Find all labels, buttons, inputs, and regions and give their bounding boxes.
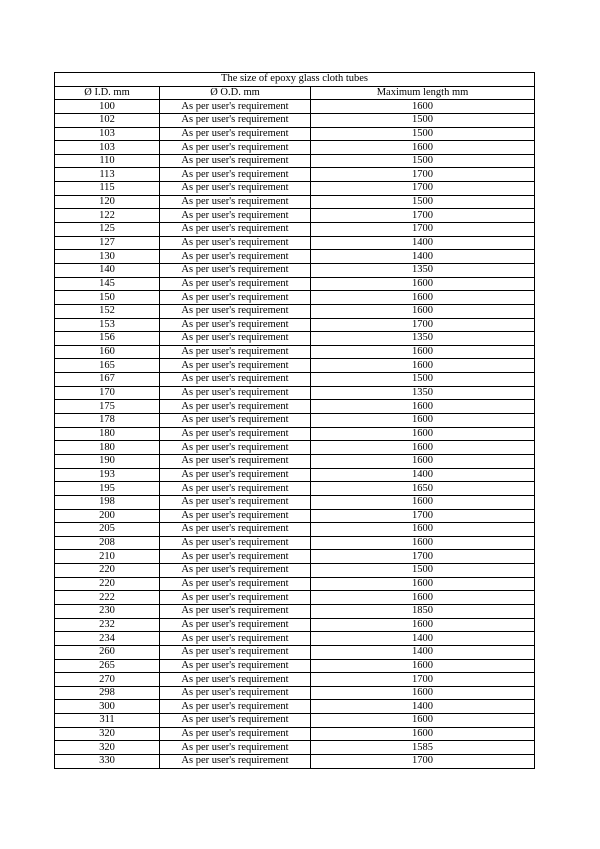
table-row: [55, 468, 535, 482]
cell-max-length: 1700: [311, 755, 535, 769]
header-id: Ø I.D. mm: [55, 86, 160, 100]
cell-outer-diameter: As per user's requirement: [160, 618, 311, 632]
cell-outer-diameter: As per user's requirement: [160, 223, 311, 237]
cell-max-length: 1700: [311, 318, 535, 332]
cell-max-length: 1600: [311, 100, 535, 114]
cell-inner-diameter: 103: [55, 127, 160, 141]
cell-max-length: 1500: [311, 195, 535, 209]
cell-outer-diameter: As per user's requirement: [160, 304, 311, 318]
cell-outer-diameter: As per user's requirement: [160, 100, 311, 114]
cell-max-length: 1700: [311, 209, 535, 223]
cell-inner-diameter: 127: [55, 236, 160, 250]
cell-inner-diameter: 205: [55, 523, 160, 537]
cell-outer-diameter: As per user's requirement: [160, 373, 311, 387]
cell-inner-diameter: 300: [55, 700, 160, 714]
cell-outer-diameter: As per user's requirement: [160, 195, 311, 209]
table-row: [55, 741, 535, 755]
table-row: [55, 154, 535, 168]
table-row: [55, 168, 535, 182]
cell-inner-diameter: 265: [55, 659, 160, 673]
cell-outer-diameter: As per user's requirement: [160, 277, 311, 291]
cell-outer-diameter: As per user's requirement: [160, 577, 311, 591]
cell-max-length: 1700: [311, 673, 535, 687]
cell-outer-diameter: As per user's requirement: [160, 741, 311, 755]
cell-outer-diameter: As per user's requirement: [160, 168, 311, 182]
cell-inner-diameter: 220: [55, 564, 160, 578]
cell-outer-diameter: As per user's requirement: [160, 686, 311, 700]
table-row: [55, 577, 535, 591]
table-row: [55, 386, 535, 400]
cell-max-length: 1350: [311, 386, 535, 400]
cell-outer-diameter: As per user's requirement: [160, 113, 311, 127]
cell-max-length: 1400: [311, 645, 535, 659]
cell-max-length: 1700: [311, 182, 535, 196]
cell-inner-diameter: 234: [55, 632, 160, 646]
cell-inner-diameter: 230: [55, 604, 160, 618]
cell-outer-diameter: As per user's requirement: [160, 564, 311, 578]
table-row: [55, 495, 535, 509]
cell-max-length: 1600: [311, 359, 535, 373]
cell-max-length: 1600: [311, 591, 535, 605]
table-row: [55, 550, 535, 564]
table-row: [55, 113, 535, 127]
cell-outer-diameter: As per user's requirement: [160, 386, 311, 400]
cell-outer-diameter: As per user's requirement: [160, 714, 311, 728]
table-row: [55, 714, 535, 728]
cell-inner-diameter: 122: [55, 209, 160, 223]
cell-inner-diameter: 153: [55, 318, 160, 332]
cell-max-length: 1850: [311, 604, 535, 618]
table-row: [55, 591, 535, 605]
cell-max-length: 1600: [311, 686, 535, 700]
cell-max-length: 1600: [311, 495, 535, 509]
cell-max-length: 1500: [311, 154, 535, 168]
table-row: [55, 304, 535, 318]
cell-max-length: 1600: [311, 304, 535, 318]
cell-inner-diameter: 320: [55, 741, 160, 755]
cell-outer-diameter: As per user's requirement: [160, 441, 311, 455]
cell-inner-diameter: 270: [55, 673, 160, 687]
cell-max-length: 1600: [311, 659, 535, 673]
cell-max-length: 1400: [311, 236, 535, 250]
cell-max-length: 1600: [311, 536, 535, 550]
cell-outer-diameter: As per user's requirement: [160, 318, 311, 332]
table-row: [55, 100, 535, 114]
cell-outer-diameter: As per user's requirement: [160, 755, 311, 769]
cell-max-length: 1600: [311, 441, 535, 455]
cell-outer-diameter: As per user's requirement: [160, 345, 311, 359]
cell-inner-diameter: 167: [55, 373, 160, 387]
cell-outer-diameter: As per user's requirement: [160, 127, 311, 141]
table-row: [55, 141, 535, 155]
cell-inner-diameter: 260: [55, 645, 160, 659]
header-row: [55, 86, 535, 100]
cell-max-length: 1600: [311, 141, 535, 155]
cell-inner-diameter: 125: [55, 223, 160, 237]
cell-outer-diameter: As per user's requirement: [160, 414, 311, 428]
table-row: [55, 604, 535, 618]
table-row: [55, 359, 535, 373]
cell-max-length: 1600: [311, 454, 535, 468]
cell-max-length: 1600: [311, 400, 535, 414]
table-row: [55, 195, 535, 209]
cell-inner-diameter: 208: [55, 536, 160, 550]
table-row: [55, 127, 535, 141]
table-row: [55, 700, 535, 714]
cell-max-length: 1500: [311, 564, 535, 578]
cell-inner-diameter: 193: [55, 468, 160, 482]
cell-max-length: 1500: [311, 373, 535, 387]
table-row: [55, 509, 535, 523]
table-row: [55, 618, 535, 632]
cell-max-length: 1600: [311, 291, 535, 305]
cell-inner-diameter: 175: [55, 400, 160, 414]
cell-inner-diameter: 195: [55, 482, 160, 496]
cell-outer-diameter: As per user's requirement: [160, 236, 311, 250]
cell-outer-diameter: As per user's requirement: [160, 604, 311, 618]
cell-max-length: 1650: [311, 482, 535, 496]
cell-inner-diameter: 180: [55, 427, 160, 441]
cell-outer-diameter: As per user's requirement: [160, 673, 311, 687]
table-title-row: [55, 73, 535, 87]
cell-outer-diameter: As per user's requirement: [160, 550, 311, 564]
cell-inner-diameter: 156: [55, 332, 160, 346]
cell-outer-diameter: As per user's requirement: [160, 523, 311, 537]
cell-outer-diameter: As per user's requirement: [160, 591, 311, 605]
cell-outer-diameter: As per user's requirement: [160, 332, 311, 346]
cell-outer-diameter: As per user's requirement: [160, 400, 311, 414]
cell-inner-diameter: 210: [55, 550, 160, 564]
cell-max-length: 1700: [311, 550, 535, 564]
cell-outer-diameter: As per user's requirement: [160, 645, 311, 659]
cell-max-length: 1600: [311, 414, 535, 428]
table-row: [55, 659, 535, 673]
cell-outer-diameter: As per user's requirement: [160, 468, 311, 482]
cell-inner-diameter: 115: [55, 182, 160, 196]
cell-inner-diameter: 222: [55, 591, 160, 605]
cell-outer-diameter: As per user's requirement: [160, 536, 311, 550]
cell-max-length: 1600: [311, 345, 535, 359]
cell-inner-diameter: 130: [55, 250, 160, 264]
cell-inner-diameter: 113: [55, 168, 160, 182]
table-row: [55, 373, 535, 387]
table-row: [55, 536, 535, 550]
cell-max-length: 1600: [311, 277, 535, 291]
cell-inner-diameter: 152: [55, 304, 160, 318]
cell-max-length: 1400: [311, 632, 535, 646]
cell-max-length: 1600: [311, 427, 535, 441]
cell-inner-diameter: 180: [55, 441, 160, 455]
cell-inner-diameter: 220: [55, 577, 160, 591]
cell-outer-diameter: As per user's requirement: [160, 659, 311, 673]
cell-inner-diameter: 100: [55, 100, 160, 114]
cell-inner-diameter: 120: [55, 195, 160, 209]
cell-outer-diameter: As per user's requirement: [160, 359, 311, 373]
table-row: [55, 482, 535, 496]
cell-inner-diameter: 160: [55, 345, 160, 359]
table-row: [55, 332, 535, 346]
cell-outer-diameter: As per user's requirement: [160, 291, 311, 305]
header-od: Ø O.D. mm: [160, 86, 311, 100]
table-row: [55, 564, 535, 578]
cell-max-length: 1700: [311, 509, 535, 523]
cell-max-length: 1500: [311, 113, 535, 127]
table-row: [55, 441, 535, 455]
cell-inner-diameter: 330: [55, 755, 160, 769]
cell-outer-diameter: As per user's requirement: [160, 250, 311, 264]
table-row: [55, 755, 535, 769]
cell-max-length: 1700: [311, 168, 535, 182]
table-row: [55, 645, 535, 659]
cell-outer-diameter: As per user's requirement: [160, 727, 311, 741]
table-row: [55, 250, 535, 264]
cell-outer-diameter: As per user's requirement: [160, 482, 311, 496]
cell-max-length: 1600: [311, 714, 535, 728]
cell-inner-diameter: 165: [55, 359, 160, 373]
cell-max-length: 1400: [311, 700, 535, 714]
header-max-length: Maximum length mm: [311, 86, 535, 100]
table-row: [55, 277, 535, 291]
cell-max-length: 1400: [311, 250, 535, 264]
table-row: [55, 414, 535, 428]
table-row: [55, 223, 535, 237]
cell-outer-diameter: As per user's requirement: [160, 454, 311, 468]
table-row: [55, 263, 535, 277]
table-body: [55, 100, 535, 768]
cell-inner-diameter: 110: [55, 154, 160, 168]
cell-outer-diameter: As per user's requirement: [160, 141, 311, 155]
table-row: [55, 209, 535, 223]
cell-inner-diameter: 298: [55, 686, 160, 700]
table-row: [55, 727, 535, 741]
table-row: [55, 427, 535, 441]
cell-max-length: 1585: [311, 741, 535, 755]
cell-inner-diameter: 178: [55, 414, 160, 428]
cell-max-length: 1700: [311, 223, 535, 237]
cell-inner-diameter: 170: [55, 386, 160, 400]
cell-outer-diameter: As per user's requirement: [160, 700, 311, 714]
cell-max-length: 1350: [311, 332, 535, 346]
cell-max-length: 1350: [311, 263, 535, 277]
table-row: [55, 454, 535, 468]
cell-inner-diameter: 103: [55, 141, 160, 155]
cell-outer-diameter: As per user's requirement: [160, 509, 311, 523]
table-row: [55, 182, 535, 196]
cell-outer-diameter: As per user's requirement: [160, 263, 311, 277]
cell-max-length: 1600: [311, 727, 535, 741]
cell-max-length: 1500: [311, 127, 535, 141]
table-row: [55, 523, 535, 537]
cell-outer-diameter: As per user's requirement: [160, 427, 311, 441]
cell-max-length: 1400: [311, 468, 535, 482]
table-row: [55, 673, 535, 687]
cell-inner-diameter: 102: [55, 113, 160, 127]
cell-outer-diameter: As per user's requirement: [160, 182, 311, 196]
cell-outer-diameter: As per user's requirement: [160, 209, 311, 223]
tube-size-table: [54, 72, 535, 769]
cell-max-length: 1600: [311, 618, 535, 632]
table-row: [55, 236, 535, 250]
cell-inner-diameter: 150: [55, 291, 160, 305]
cell-inner-diameter: 311: [55, 714, 160, 728]
cell-max-length: 1600: [311, 523, 535, 537]
table-row: [55, 318, 535, 332]
cell-outer-diameter: As per user's requirement: [160, 154, 311, 168]
cell-outer-diameter: As per user's requirement: [160, 495, 311, 509]
cell-inner-diameter: 190: [55, 454, 160, 468]
table-row: [55, 345, 535, 359]
cell-max-length: 1600: [311, 577, 535, 591]
cell-inner-diameter: 200: [55, 509, 160, 523]
table-row: [55, 686, 535, 700]
cell-inner-diameter: 145: [55, 277, 160, 291]
cell-inner-diameter: 232: [55, 618, 160, 632]
table-title: The size of epoxy glass cloth tubes: [55, 73, 535, 87]
cell-inner-diameter: 198: [55, 495, 160, 509]
table-row: [55, 632, 535, 646]
cell-inner-diameter: 320: [55, 727, 160, 741]
table-row: [55, 400, 535, 414]
cell-inner-diameter: 140: [55, 263, 160, 277]
cell-outer-diameter: As per user's requirement: [160, 632, 311, 646]
table-row: [55, 291, 535, 305]
